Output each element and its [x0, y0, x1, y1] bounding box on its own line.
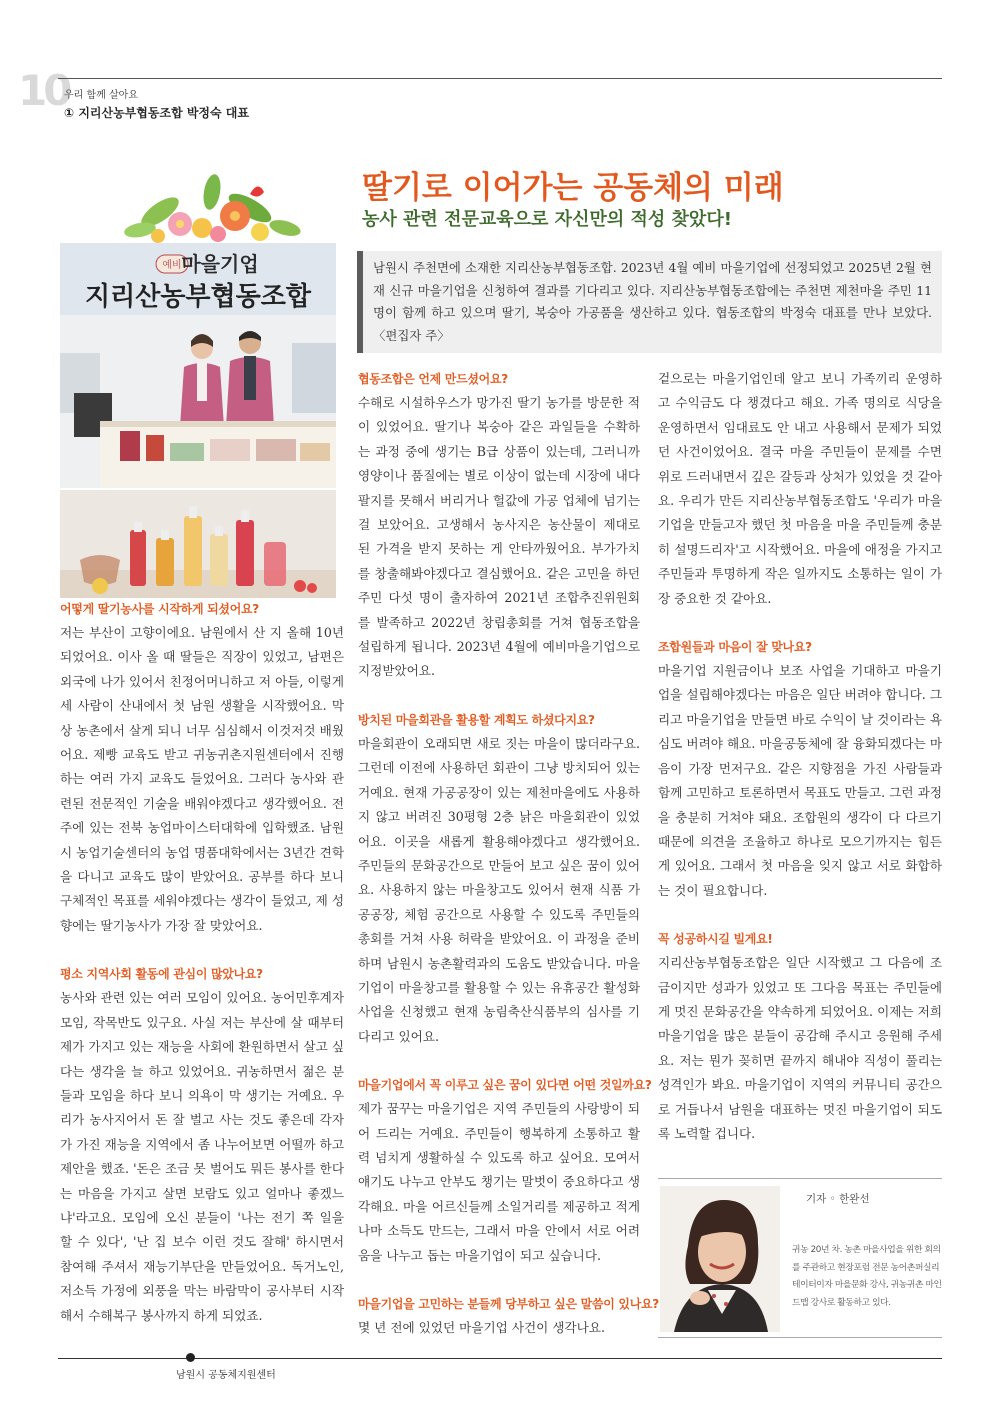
- section-subtitle: ① 지리산농부협동조합 박정숙 대표: [64, 106, 249, 120]
- booth-photo: [60, 243, 336, 488]
- footer-dot-icon: [186, 1353, 195, 1362]
- reporter-bio: 귀농 20년 차. 농촌 마을사업을 위한 회의를 주관하고 현장포럼 전문 농어촌퍼실리테이터이자 마을문화 강사, 귀농귀촌 마인드맵 강사로 활동하고 있다.: [792, 1245, 942, 1308]
- answer-paragraph: 지리산농부협동조합은 일단 시작했고 그 다음에 조금이지만 성과가 있었고 또 그다음 목표는 주민들에게 멋진 문화공간을 약속하게 되었어요. 이제는 저희 마을기업을 많은 분들이 공감해 주시고 응원해 주세요. 저는 뭔가 꽂히면 끝까지 해내야 직성이 풀리는 성격인가 봐요. 마을기업이 지역의 커뮤니티 공간으로 거듭나서 남원을 대표하는 멋진 마을기업이 되도록 노력할 겁니다.: [658, 955, 942, 1141]
- answer-paragraph: 농사와 관련 있는 여러 모임이 있어요. 농어민후계자 모임, 작목반도 있구요. 사실 저는 부산에 살 때부터 제가 가지고 있는 재능을 사회에 환원하면서 살고 싶다는 생각을 늘 하고 있었어요. 귀농하면서 젊은 분들과 모임을 하다 보니 의욕이 막 생기는 거예요. 우리가 농사지어서 돈 잘 벌고 사는 것도 좋은데 각자가 가진 재능을 지역에서 좀 나누어보면 어떨까 하고 제안을 했죠. '돈은 조금 못 벌어도 뭐든 봉사를 한다는 마음을 가지고 살면 보람도 있고 얼마나 좋겠느냐'라고요. 모임에 오신 분들이 '나는 전기 쪽 일을 할 수 있다', '난 집 보수 이런 것도 잘해' 하시면서 참여해 주셔서 재능기부단을 만들었어요. 독거노인, 저소득 가정에 외풍을 막는 바람막이 공사부터 시작해서 수해복구 봉사까지 하게 되었죠.: [60, 990, 344, 1323]
- banner-line1: 마을기업: [181, 252, 259, 276]
- question-heading: 방치된 마을회관을 활용할 계획도 하셨다지요?: [358, 712, 595, 727]
- editor-note-bar: [357, 251, 363, 353]
- reporter-bottom-rule: [658, 1337, 942, 1338]
- question-heading: 평소 지역사회 활동에 관심이 많았나요?: [60, 967, 263, 982]
- question-heading: 조합원들과 마음이 잘 맞나요?: [658, 640, 812, 655]
- page-number: 10: [18, 66, 69, 115]
- reporter-name: 기자 ◦ 한완선: [806, 1193, 870, 1205]
- answer-paragraph: 제가 꿈꾸는 마을기업은 지역 주민들의 사랑방이 되어 드리는 거예요. 주민들이 행복하게 소통하고 활력 넘치게 생활하실 수 있도록 하고 싶어요. 모여서 얘기도 나누고 안부도 챙기는 말벗이 중요하다고 생각해요. 마을 어르신들께 소일거리를 제공하고 적게나마 소득도 만드는, 그래서 마을 안에서 서로 어려움을 나누고 돕는 마을기업이 되고 싶습니다.: [358, 1101, 640, 1263]
- article-subtitle: 농사 관련 전문교육으로 자신만의 적성 찾았다!: [362, 209, 732, 230]
- question-heading: 협동조합은 언제 만드셨어요?: [358, 372, 508, 386]
- section-label: 우리 함께 살아요: [64, 90, 138, 101]
- footer-text: 남원시 공동체지원센터: [176, 1370, 276, 1381]
- question-heading: 어떻게 딸기농사를 시작하게 되셨어요?: [60, 602, 259, 616]
- answer-paragraph: 겉으로는 마을기업인데 알고 보니 가족끼리 운영하고 수익금도 다 챙겼다고 해요. 가족 명의로 식당을 운영하면서 임대료도 안 내고 사용해서 문제가 되었던 사건이었어요. 결국 마을 주민들이 문제를 수면 위로 드러내면서 깊은 갈등과 상처가 있었을 것 같아요. 우리가 만든 지리산농부협동조합도 '우리가 마을기업을 만들고자 했던 첫 마음을 마을 주민들께 충분히 설명드리자'고 시작했어요. 마을에 애정을 가지고 주민들과 투명하게 작은 일까지도 소통하는 일이 가장 중요한 것 같아요.: [658, 371, 942, 606]
- products-photo: [60, 490, 336, 598]
- reporter-top-rule: [658, 1178, 942, 1179]
- answer-paragraph: 수해로 시설하우스가 망가진 딸기 농가를 방문한 적이 있었어요. 딸기나 복숭아 같은 과일들을 수확하는 과정 중에 생기는 B급 상품이 있는데, 그러니까 영양이나 품질에는 별로 이상이 없는데 시장에 내다 팔지를 못해서 버리거나 헐값에 가공 업체에 넘기는 걸 보았어요. 고생해서 농사지은 농산물이 제대로 된 가격을 받지 못하는 게 안타까웠어요. 부가가치를 창출해봐야겠다고 결심했어요. 같은 고민을 하던 주민 다섯 명이 출자하여 2021년 조합추진위원회를 발족하고 2022년 창립총회를 거쳐 협동조합을 설립하게 됩니다. 2023년 4월에 예비마을기업으로 지정받았어요.: [358, 395, 640, 679]
- editor-note-box: [357, 251, 942, 353]
- question-heading: 마을기업에서 꼭 이루고 싶은 꿈이 있다면 어떤 것일까요?: [358, 1078, 652, 1093]
- flower-decoration: [100, 172, 320, 244]
- header-rule: [58, 78, 942, 79]
- question-heading: 마을기업을 고민하는 분들께 당부하고 싶은 말씀이 있나요?: [358, 1297, 659, 1311]
- column-2: [358, 367, 659, 1340]
- column-1: [60, 597, 344, 1328]
- banner-line2: 지리산농부협동조합: [84, 282, 312, 312]
- banner-badge: 예비: [162, 260, 182, 271]
- answer-paragraph: 저는 부산이 고향이에요. 남원에서 산 지 올해 10년 되었어요. 이사 올 때 딸들은 직장이 있었고, 남편은 외국에 나가 있어서 친정어머니하고 저 아들, 이렇게 세 사람이 산내에서 첫 남원 생활을 시작했어요. 막상 농촌에서 살게 되니 너무 심심해서 이것저것 배웠어요. 제빵 교육도 받고 귀농귀촌지원센터에서 진행하는 여러 가지 교육도 들었어요. 그러다 농사와 관련된 전문적인 기술을 배워야겠다고 생각했어요. 전주에 있는 전북 농업마이스터대학에 입학했죠. 남원시 농업기술센터의 농업 명품대학에서는 3년간 견학을 다니고 교육도 많이 받았어요. 공부를 하다 보니 구체적인 목표를 세워야겠다는 생각이 들었고, 제 성향에는 딸기농사가 가장 잘 맞았어요.: [60, 625, 344, 933]
- article-title: 딸기로 이어가는 공동체의 미래: [362, 170, 784, 206]
- answer-paragraph: 마을회관이 오래되면 새로 짓는 마을이 많더라구요. 그런데 이전에 사용하던 회관이 그냥 방치되어 있는 거예요. 현재 가공공장이 있는 제천마을에도 사용하지 않고 버려진 30평형 2층 낡은 마을회관이 있었어요. 이곳을 새롭게 활용해야겠다고 생각했어요. 주민들의 문화공간으로 만들어 보고 싶은 꿈이 있어요. 사용하지 않는 마을창고도 있어서 현재 식품 가공공장, 체험 공간으로 사용할 수 있도록 주민들의 총회를 거쳐 사용 허락을 받았어요. 이 과정을 준비하며 남원시 농촌활력과의 도움도 받았습니다. 마을기업이 마을창고를 활용할 수 있는 유휴공간 활성화 사업을 신청했고 현재 농림축산식품부의 심사를 기다리고 있어요.: [358, 735, 640, 1044]
- question-heading: 꼭 성공하시길 빌게요!: [658, 932, 773, 947]
- editor-note: 남원시 주천면에 소재한 지리산농부협동조합. 2023년 4월 예비 마을기업에 선정되었고 2025년 2월 현재 신규 마을기업을 신청하여 결과를 기다리고 있다. 지리산농부협동조합에는 주천면 제천마을 주민 11명이 함께 하고 있으며 딸기, 복숭아 가공품을 생산하고 있다. 협동조합의 박정숙 대표를 만나 보았다. 〈편집자 주〉: [373, 260, 932, 343]
- answer-paragraph: 마을기업 지원금이나 보조 사업을 기대하고 마을기업을 설립해야겠다는 마음은 일단 버려야 합니다. 그리고 마을기업을 만들면 바로 수익이 날 것이라는 욕심도 버려야 해요. 마을공동체에 잘 융화되겠다는 마음이 가장 먼저구요. 같은 지향점을 가진 사람들과 함께 고민하고 토론하면서 목표도 만들고. 그런 과정을 충분히 거쳐야 돼요. 조합원의 생각이 다 다르기 때문에 의견을 조율하고 하나로 모으기까지는 힘든 게 있어요. 그래서 첫 마음을 잊지 않고 서로 화합하는 것이 필요합니다.: [658, 663, 942, 898]
- answer-paragraph: 몇 년 전에 있었던 마을기업 사건이 생각나요.: [358, 1320, 606, 1335]
- reporter-photo: [660, 1186, 780, 1332]
- column-3: [658, 367, 942, 1146]
- reporter-box: [658, 1178, 942, 1338]
